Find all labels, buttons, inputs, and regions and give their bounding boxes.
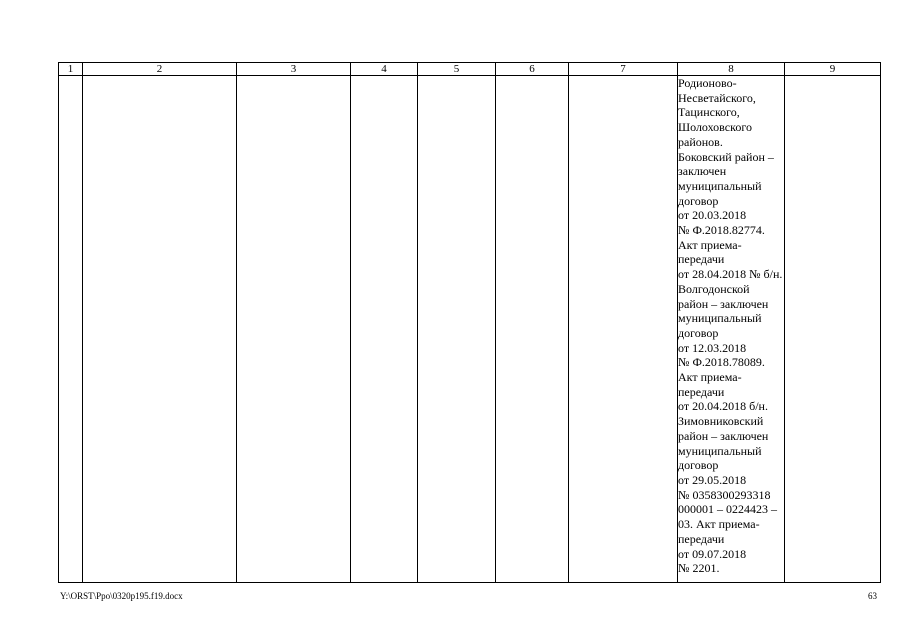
cell-col-9 [785, 76, 881, 583]
cell-text-line: Зимовниковский [678, 414, 764, 429]
column-header-1: 1 [59, 63, 83, 76]
column-header-5: 5 [418, 63, 496, 76]
cell-col-8 [678, 76, 785, 583]
column-header-7: 7 [569, 63, 678, 76]
column-header-6: 6 [496, 63, 569, 76]
cell-col-5 [418, 76, 496, 583]
cell-text-line: передачи [678, 531, 725, 546]
page-number: 63 [868, 591, 877, 601]
cell-text-line: районов. [678, 134, 723, 149]
cell-text-line: Тацинского, [678, 105, 740, 120]
header-row [59, 63, 881, 76]
cell-text-line: № 0358300293318 [678, 487, 771, 502]
cell-text-line: Несветайского, [678, 90, 756, 105]
cell-col-1 [59, 76, 83, 583]
cell-col-4 [351, 76, 418, 583]
cell-text-line: передачи [678, 252, 725, 267]
cell-text-line: от 09.07.2018 [678, 546, 747, 561]
cell-text-line: договор [678, 325, 719, 340]
cell-col-3 [237, 76, 351, 583]
cell-text-line: № Ф.2018.82774. [678, 223, 765, 238]
cell-col-7 [569, 76, 678, 583]
cell-text-line: Шолоховского [678, 120, 752, 135]
cell-text-line: район – заключен [678, 296, 769, 311]
cell-text-line: заключен [678, 164, 727, 179]
cell-text-line: Акт приема- [678, 237, 742, 252]
column-header-4: 4 [351, 63, 418, 76]
column-header-8: 8 [678, 63, 785, 76]
cell-text-line: муниципальный [678, 443, 762, 458]
cell-text-line: муниципальный [678, 178, 762, 193]
cell-text-line: 03. Акт приема- [678, 517, 760, 532]
cell-text-line: 000001 – 0224423 – [678, 502, 777, 517]
cell-text-line: Родионово- [678, 76, 737, 90]
cell-text-line: передачи [678, 384, 725, 399]
cell-text-line: от 12.03.2018 [678, 340, 747, 355]
cell-text-line: № 2201. [678, 561, 720, 576]
footer-file-path: Y:\ORST\Ppo\0320p195.f19.docx [60, 591, 183, 601]
cell-text-line: от 20.03.2018 [678, 208, 747, 223]
cell-text-line: Волгодонской [678, 281, 750, 296]
cell-col-2 [83, 76, 237, 583]
column-header-2: 2 [83, 63, 237, 76]
cell-text-line: № Ф.2018.78089. [678, 355, 765, 370]
cell-text-line: от 20.04.2018 б/н. [678, 399, 768, 414]
cell-col-6 [496, 76, 569, 583]
data-table [58, 62, 881, 583]
cell-text-line: договор [678, 193, 719, 208]
cell-text-line: муниципальный [678, 311, 762, 326]
cell-text-line: район – заключен [678, 428, 769, 443]
cell-text-line: Акт приема- [678, 370, 742, 385]
cell-text-line: договор [678, 458, 719, 473]
cell-text-line: от 28.04.2018 № б/н. [678, 267, 783, 282]
column-header-9: 9 [785, 63, 881, 76]
cell-text-line: Боковский район – [678, 149, 774, 164]
column-header-3: 3 [237, 63, 351, 76]
table-row [59, 76, 881, 583]
cell-text-line: от 29.05.2018 [678, 472, 747, 487]
